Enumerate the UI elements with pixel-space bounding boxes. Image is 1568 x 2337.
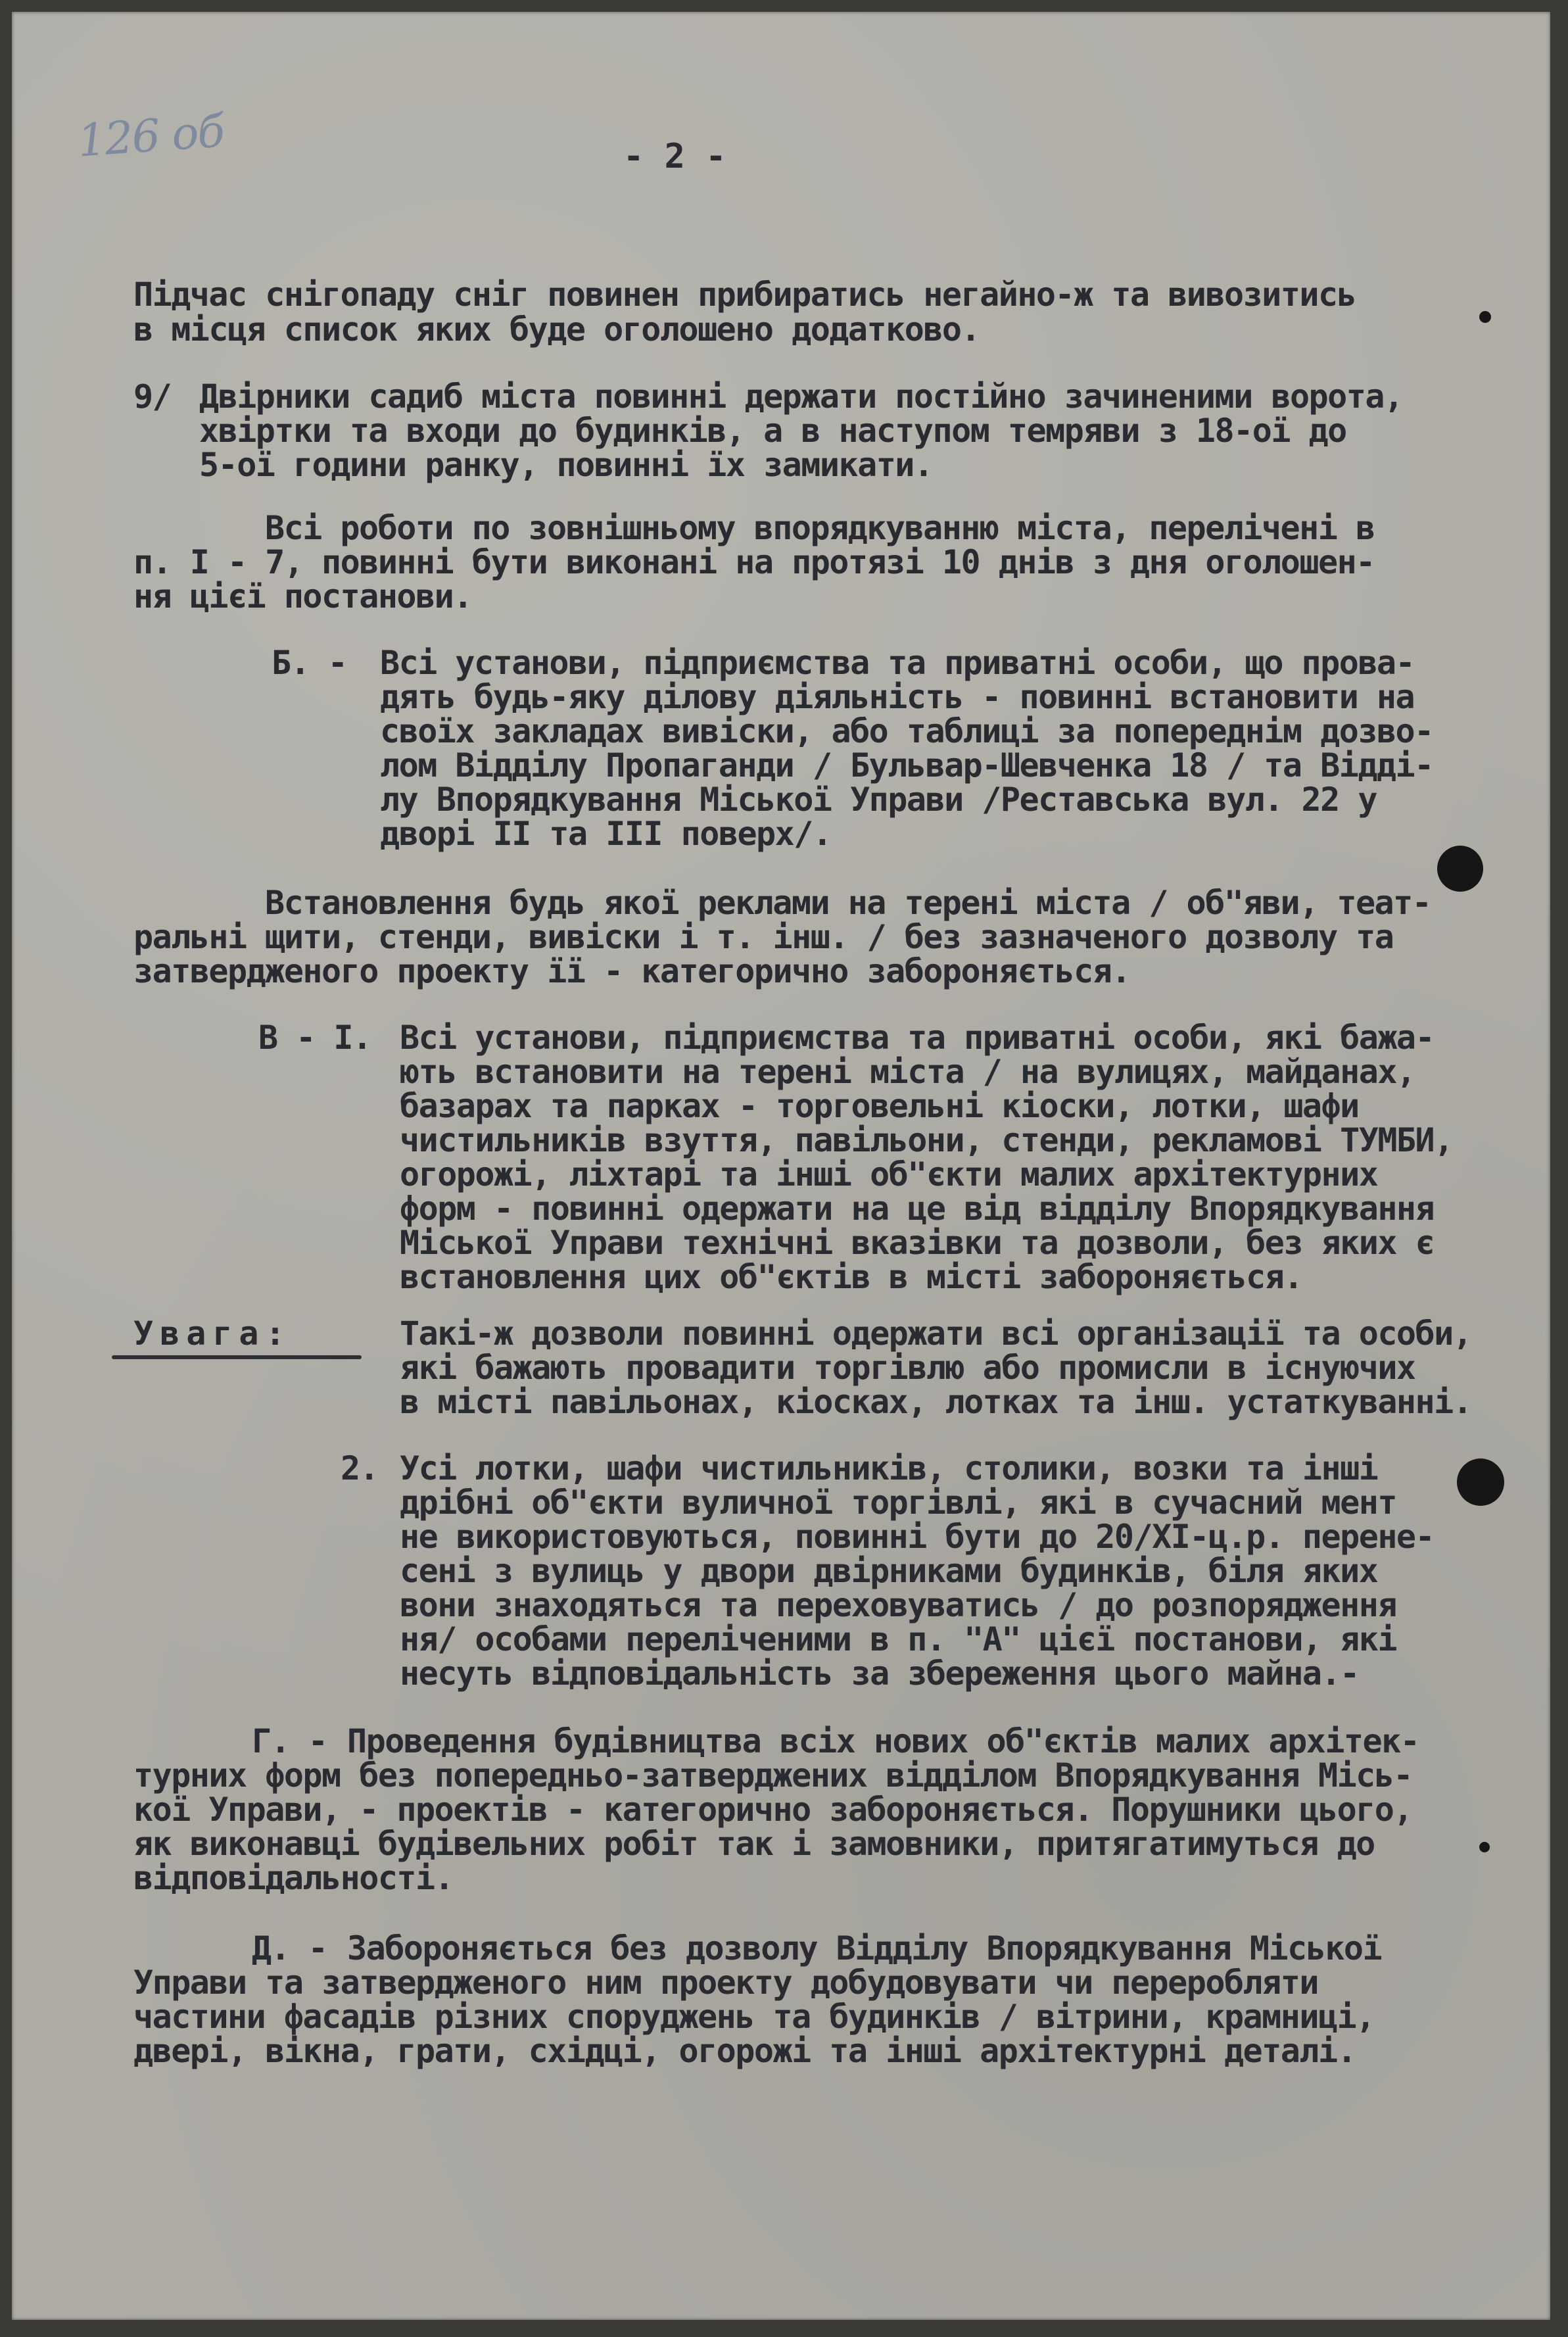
- text-line: Всі роботи по зовнішньому впорядкуванню міста, перелічені в: [265, 509, 1375, 547]
- text-line: частини фасадів різних споруджень та будинків / вітрини, крамниці,: [133, 1998, 1375, 2036]
- text-line: лом Відділу Пропаганди / Бульвар-Шевченка 18 / та Відді-: [380, 746, 1433, 784]
- text-line: не використовуються, повинні бути до 20/ХІ-ц.р. перене-: [400, 1518, 1435, 1556]
- text-line: дворі II та III поверх/.: [380, 815, 832, 853]
- text-line: Такі-ж дозволи повинні одержати всі організації та особи,: [400, 1314, 1472, 1353]
- text-line: Забороняється без дозволу Відділу Впорядкування Міської: [347, 1929, 1382, 1967]
- text-line: відповідальності.: [133, 1859, 454, 1897]
- text-line: Всі установи, підприємства та приватні особи, що прова-: [380, 644, 1415, 682]
- text-line: кої Управи, - проектів - категорично забороняється. Порушники цього,: [133, 1791, 1412, 1829]
- text-line: Підчас снігопаду сніг повинен прибиратись негайно-ж та вивозитись: [133, 276, 1356, 314]
- ink-dot: [1479, 1842, 1490, 1852]
- text-line: які бажають провадити торгівлю або промисли в існуючих: [400, 1349, 1415, 1387]
- ink-blot: [1437, 846, 1483, 892]
- text-line: в місті павільонах, кіосках, лотках та інш. устаткуванні.: [400, 1383, 1472, 1421]
- text-line: Встановлення будь якої реклами на терені міста / об"яви, теат-: [265, 884, 1431, 922]
- text-line: вони знаходяться та переховуватись / до розпорядження: [400, 1586, 1396, 1624]
- text-line: базарах та парках - торговельні кіоски, лотки, шафи: [400, 1087, 1359, 1125]
- text-line: двері, вікна, грати, східці, огорожі та інші архітектурні деталі.: [133, 2032, 1356, 2070]
- text-line: п. І - 7, повинні бути виконані на протязі 10 днів з дня оголошен-: [133, 543, 1375, 581]
- section-marker: В - І.: [258, 1019, 371, 1057]
- section-marker: Б. -: [272, 644, 347, 682]
- text-line: своїх закладах вивіски, або таблиці за попереднім дозво-: [380, 712, 1433, 750]
- ink-dot: [1479, 311, 1491, 323]
- text-line: Усі лотки, шафи чистильників, столики, возки та інші: [400, 1449, 1378, 1487]
- section-marker: 2.: [341, 1449, 379, 1487]
- text-line: несуть відповідальність за збереження цього майна.-: [400, 1654, 1359, 1693]
- text-line: дрібні об"єкти вуличної торгівлі, які в сучасний мент: [400, 1483, 1396, 1522]
- text-line: Двірники садиб міста повинні держати постійно зачиненими ворота,: [199, 377, 1403, 416]
- section-marker: Г. -: [252, 1722, 327, 1760]
- ink-blot: [1457, 1458, 1504, 1506]
- text-line: ральні щити, стенди, вивіски і т. інш. / без зазначеного дозволу та: [133, 918, 1394, 956]
- text-line: Всі установи, підприємства та приватні особи, які бажа-: [400, 1019, 1435, 1057]
- text-line: лу Впорядкування Міської Управи /Реставська вул. 22 у: [380, 781, 1377, 819]
- text-line: Управи та затвердженого ним проекту добудовувати чи переробляти: [133, 1964, 1318, 2002]
- text-line: ють встановити на терені міста / на вулицях, майданах,: [400, 1053, 1415, 1091]
- text-line: хвіртки та входи до будинків, а в наступом темряви з 18-ої до: [199, 412, 1346, 450]
- archive-number: 126 об: [76, 105, 226, 168]
- text-line: форм - повинні одержати на це від відділу Впорядкування: [400, 1190, 1435, 1228]
- text-line: турних форм без попередньо-затверджених відділом Впорядкування Місь-: [133, 1756, 1412, 1795]
- text-line: дять будь-яку ділову діяльність - повинні встановити на: [380, 678, 1415, 716]
- text-line: ня/ особами переліченими в п. "А" цієї постанови, які: [400, 1620, 1396, 1658]
- page-number: - 2 -: [623, 137, 726, 176]
- text-line: 5-ої години ранку, повинні їх замикати.: [199, 446, 933, 484]
- text-line: встановлення цих об"єктів в місті забороняється.: [400, 1258, 1302, 1296]
- note-marker: Увага:: [133, 1314, 292, 1353]
- text-line: затвердженого проекту її - категорично забороняється.: [133, 952, 1130, 990]
- text-line: ня цієї постанови.: [133, 577, 472, 615]
- underline-rule: [112, 1355, 362, 1359]
- text-line: огорожі, ліхтарі та інші об"єкти малих архітектурних: [400, 1155, 1378, 1193]
- document-page: [12, 12, 1550, 2320]
- text-line: чистильників взуття, павільони, стенди, рекламові ТУМБИ,: [400, 1121, 1453, 1159]
- text-line: Міської Управи технічні вказівки та дозволи, без яких є: [400, 1224, 1435, 1262]
- text-line: в місця список яких буде оголошено додатково.: [133, 310, 980, 349]
- text-line: сені з вулиць у двори двірниками будинків, біля яких: [400, 1552, 1378, 1590]
- paragraph-marker: 9/: [133, 377, 172, 416]
- text-line: як виконавці будівельних робіт так і замовники, притягатимуться до: [133, 1825, 1375, 1863]
- text-line: Проведення будівництва всіх нових об"єктів малих архітек-: [347, 1722, 1419, 1760]
- section-marker: Д. -: [252, 1929, 327, 1967]
